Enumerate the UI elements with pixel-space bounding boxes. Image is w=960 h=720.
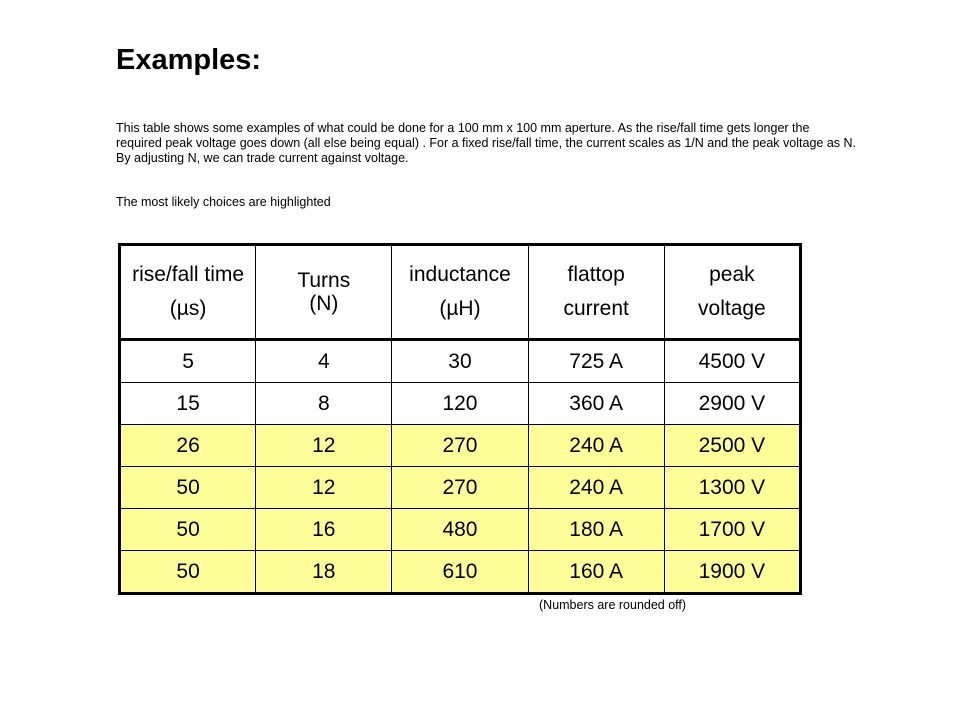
table-row xyxy=(120,383,801,425)
table-row xyxy=(120,425,801,467)
table-cell: 360 A xyxy=(528,383,664,425)
table-cell: 180 A xyxy=(528,509,664,551)
header-line: inductance xyxy=(409,263,511,287)
intro-paragraph: This table shows some examples of what could be done for a 100 mm x 100 mm aperture. As the rise/fall time gets longer the required peak voltage goes down (all else being equal) . For a fixed rise/fall time, the current scales as 1/N and the peak voltage as N. By adjusting N, we can trade current against voltage. xyxy=(116,121,856,165)
table-cell: 50 xyxy=(120,509,256,551)
table-row xyxy=(120,551,801,594)
header-line: rise/fall time xyxy=(132,263,245,287)
table-cell: 18 xyxy=(256,551,392,594)
table-cell: 16 xyxy=(256,509,392,551)
table-cell: 12 xyxy=(256,425,392,467)
table-cell: 240 A xyxy=(528,467,664,509)
table-cell: 2500 V xyxy=(664,425,800,467)
header-line: (N) xyxy=(309,292,339,315)
header-line: Turns xyxy=(297,268,351,292)
table-cell: 12 xyxy=(256,467,392,509)
table-cell: 270 xyxy=(392,425,528,467)
table-cell: 1900 V xyxy=(664,551,800,594)
header-inductance xyxy=(392,245,528,340)
table-cell: 1300 V xyxy=(664,467,800,509)
header-turns xyxy=(256,245,392,340)
table-cell: 4 xyxy=(256,340,392,383)
examples-table xyxy=(118,243,802,595)
table-cell: 5 xyxy=(120,340,256,383)
header-line: peak xyxy=(709,263,755,287)
table-cell: 120 xyxy=(392,383,528,425)
table-cell: 50 xyxy=(120,467,256,509)
page-title: Examples: xyxy=(116,44,262,76)
header-line: (µH) xyxy=(439,297,481,320)
table-cell: 160 A xyxy=(528,551,664,594)
header-rise-fall-time xyxy=(120,245,256,340)
table-cell: 610 xyxy=(392,551,528,594)
footnote: (Numbers are rounded off) xyxy=(539,598,687,612)
header-line: (µs) xyxy=(169,297,207,320)
table-row xyxy=(120,509,801,551)
table-cell: 2900 V xyxy=(664,383,800,425)
table-cell: 26 xyxy=(120,425,256,467)
table-header-row xyxy=(120,245,801,340)
table-cell: 15 xyxy=(120,383,256,425)
table-row xyxy=(120,467,801,509)
table-cell: 30 xyxy=(392,340,528,383)
table-cell: 240 A xyxy=(528,425,664,467)
header-peak-voltage xyxy=(664,245,800,340)
header-flattop-current xyxy=(528,245,664,340)
table-cell: 270 xyxy=(392,467,528,509)
table-cell: 480 xyxy=(392,509,528,551)
table-cell: 4500 V xyxy=(664,340,800,383)
table-cell: 725 A xyxy=(528,340,664,383)
header-line: flattop xyxy=(567,263,625,287)
highlight-note: The most likely choices are highlighted xyxy=(116,195,331,209)
header-line: voltage xyxy=(698,297,766,320)
table-row xyxy=(120,340,801,383)
header-line: current xyxy=(563,297,629,320)
table-cell: 50 xyxy=(120,551,256,594)
table-cell: 8 xyxy=(256,383,392,425)
table-cell: 1700 V xyxy=(664,509,800,551)
